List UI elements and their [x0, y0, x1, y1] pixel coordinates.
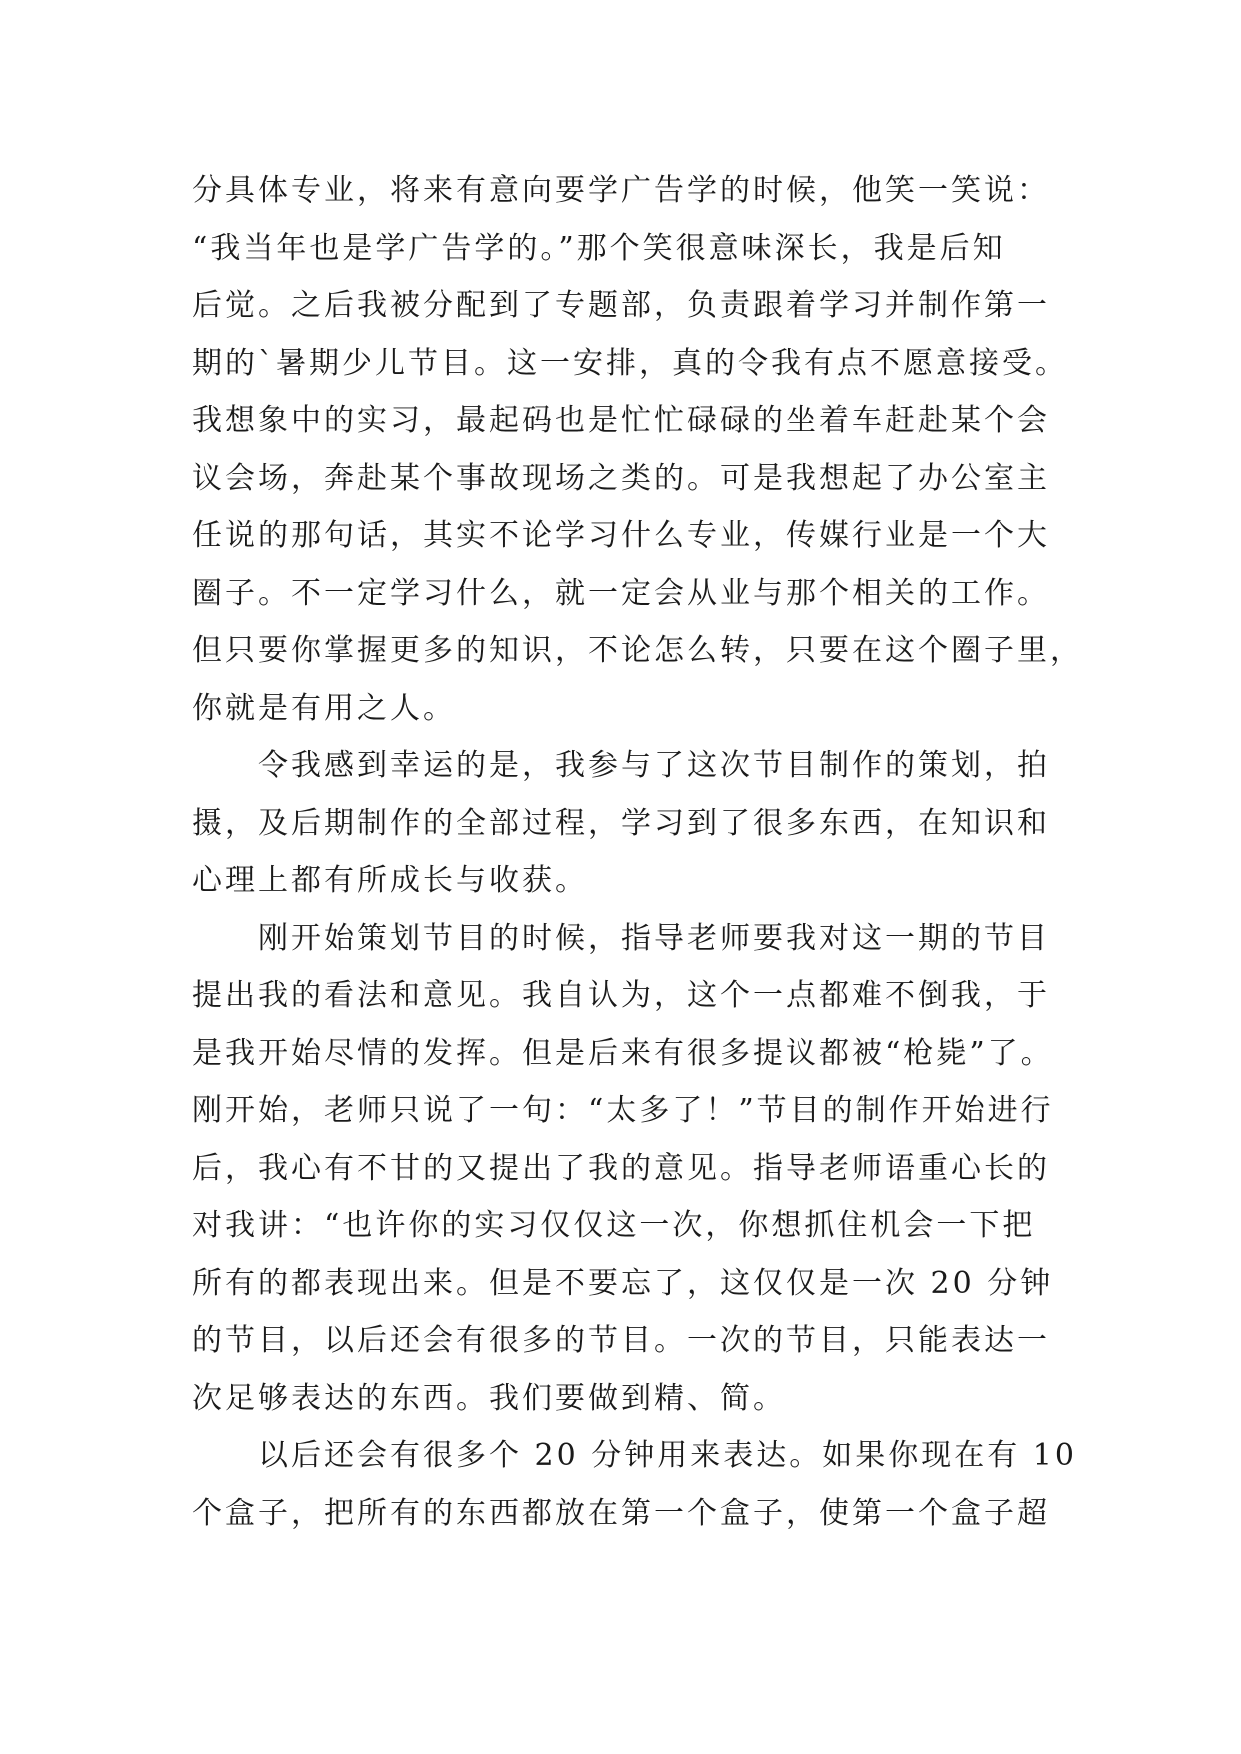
text-line: 个盒子，把所有的东西都放在第一个盒子，使第一个盒子超 — [192, 1495, 1050, 1531]
text-line: 对我讲：“也许你的实习仅仅这一次，你想抓住机会一下把 — [192, 1208, 1036, 1243]
text-line: 期的`暑期少儿节目。这一安排，真的令我有点不愿意接受。 — [192, 345, 1068, 381]
text-line: 议会场，奔赴某个事故现场之类的。可是我想起了办公室主 — [192, 460, 1050, 496]
paragraph-first-line: 令我感到幸运的是，我参与了这次节目制作的策划，拍 — [258, 748, 1050, 783]
text-line: 摄，及后期制作的全部过程，学习到了很多东西，在知识和 — [192, 805, 1050, 841]
text-line: 圈子。不一定学习什么，就一定会从业与那个相关的工作。 — [192, 575, 1050, 611]
text-line: 提出我的看法和意见。我自认为，这个一点都难不倒我，于 — [192, 978, 1050, 1013]
text-line: 后，我心有不甘的又提出了我的意见。指导老师语重心长的 — [192, 1150, 1050, 1186]
paragraph-first-line: 以后还会有很多个 20 分钟用来表达。如果你现在有 10 — [258, 1438, 1077, 1473]
paragraph-first-line: 刚开始策划节目的时候，指导老师要我对这一期的节目 — [258, 920, 1050, 956]
text-line: 我想象中的实习，最起码也是忙忙碌碌的坐着车赶赴某个会 — [192, 403, 1050, 438]
text-line: 是我开始尽情的发挥。但是后来有很多提议都被“枪毙”了。 — [192, 1035, 1054, 1071]
text-line: 次足够表达的东西。我们要做到精、简。 — [192, 1380, 786, 1416]
text-line: 心理上都有所成长与收获。 — [192, 863, 588, 898]
text-line: 分具体专业，将来有意向要学广告学的时候，他笑一笑说： — [192, 173, 1050, 208]
text-line: 后觉。之后我被分配到了专题部，负责跟着学习并制作第一 — [192, 288, 1050, 323]
text-line: 刚开始，老师只说了一句：“太多了！”节目的制作开始进行 — [192, 1093, 1054, 1128]
text-line: 但只要你掌握更多的知识，不论怎么转，只要在这个圈子里， — [192, 633, 1083, 668]
text-line: 所有的都表现出来。但是不要忘了，这仅仅是一次 20 分钟 — [192, 1265, 1054, 1301]
text-line: 你就是有用之人。 — [192, 690, 456, 726]
text-line: “我当年也是学广告学的。”那个笑很意味深长，我是后知 — [192, 230, 1006, 266]
text-line: 任说的那句话，其实不论学习什么专业，传媒行业是一个大 — [192, 518, 1050, 553]
text-line: 的节目，以后还会有很多的节目。一次的节目，只能表达一 — [192, 1323, 1050, 1358]
body-text — [192, 162, 1083, 1542]
